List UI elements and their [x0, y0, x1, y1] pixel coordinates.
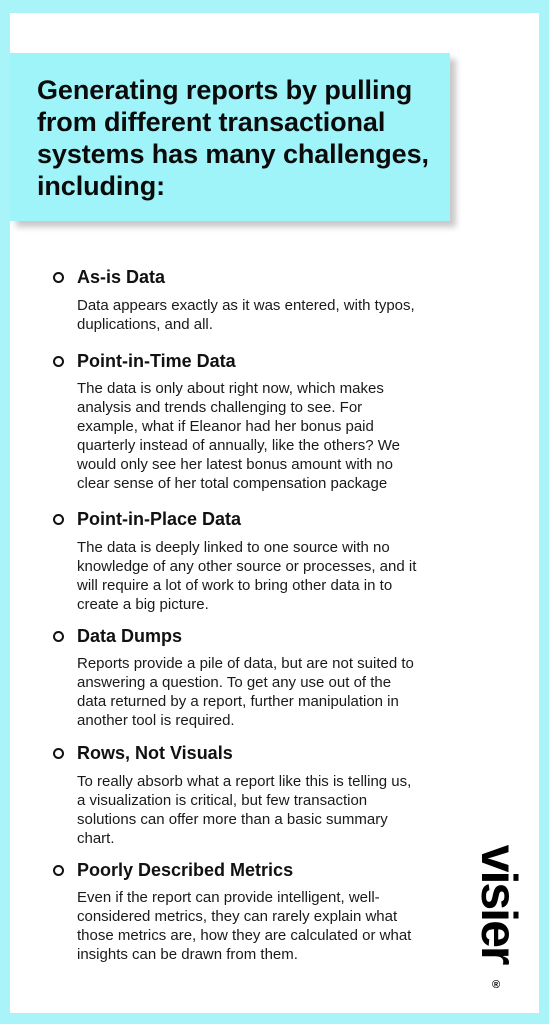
circle-bullet-icon [53, 748, 64, 759]
item-body: Even if the report can provide intelligent, well-considered metrics, they can rarely explain what those metrics are, how they are calculated or what insights can be drawn from them. [77, 889, 412, 963]
circle-bullet-icon [53, 631, 64, 642]
item-body: The data is deeply linked to one source with no knowledge of any other source or processes, and it will require a lot of work to bring other data in to create a big picture. [77, 539, 417, 613]
item-body: Data appears exactly as it was entered, with typos, duplications, and all. [77, 297, 415, 333]
circle-bullet-icon [53, 356, 64, 367]
registered-mark-icon: ® [492, 979, 501, 991]
item-title: Point-in-Time Data [77, 351, 236, 371]
item-title: Rows, Not Visuals [77, 743, 233, 763]
circle-bullet-icon [53, 865, 64, 876]
item-title: Data Dumps [77, 626, 183, 646]
item-body: The data is only about right now, which makes analysis and trends challenging to see. For example, what if Eleanor had her bonus paid quarterly instead of annually, like the others? We would only see her latest bonus amount with no clear sense of her total compensation package [77, 380, 400, 492]
page-title: Generating reports by pulling from different transactional systems has many challenges, including: [37, 75, 429, 201]
header-banner [10, 53, 450, 221]
item-title: As-is Data [77, 267, 166, 287]
logo-wordmark: visier [471, 844, 527, 964]
item-body: To really absorb what a report like this is telling us, a visualization is critical, but few transaction solutions can offer more than a basic summary chart. [77, 773, 412, 847]
visier-logo [471, 819, 527, 991]
item-title: Poorly Described Metrics [77, 860, 294, 880]
circle-bullet-icon [53, 272, 64, 283]
circle-bullet-icon [53, 514, 64, 525]
infographic-card [10, 13, 539, 1013]
item-title: Point-in-Place Data [77, 509, 242, 529]
item-body: Reports provide a pile of data, but are not suited to answering a question. To get any use out of the data returned by a report, further manipulation in another tool is required. [77, 655, 414, 729]
